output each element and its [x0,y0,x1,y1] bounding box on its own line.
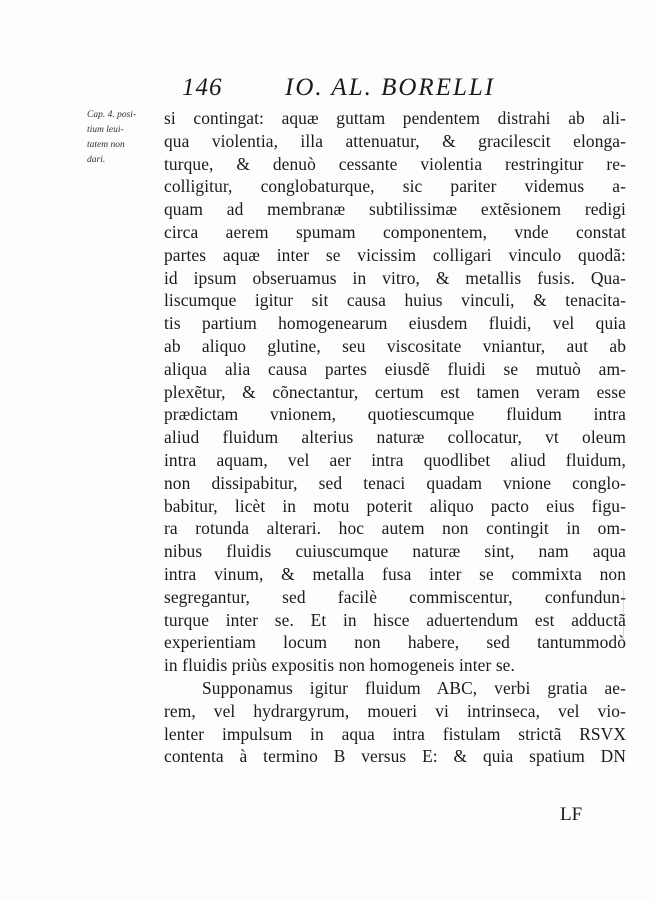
margin-note-line: tatem non [87,140,125,150]
text-line: non dissipabitur, sed tenaci quadam vnione conglo- [164,472,626,493]
text-line: segregantur, sed facilè commiscentur, confundun- [164,586,626,607]
running-head: IO. AL. BORELLI [285,74,496,101]
text-line: colligitur, conglobaturque, sic pariter videmus a- [164,176,626,197]
text-line: intra vinum, & metalla fusa inter se commixta non [164,563,626,584]
text-line: si contingat: aquæ guttam pendentem distrahi ab ali- [164,108,626,128]
text-line: partes aquæ inter se vicissim colligari vinculo quodã: [164,244,626,265]
text-line: aliqua alia causa partes eiusdẽ fluidi se mutuò am- [164,358,626,379]
text-line: circa aerem spumam componentem, vnde constat [164,221,626,242]
text-line: liscumque igitur sit causa huius vinculi, & tenacita- [164,290,626,311]
text-line: prædictam vnionem, quotiescumque fluidum intra [164,404,626,425]
margin-note-line: tium leui- [87,125,124,135]
page-header [170,74,610,108]
text-line: ra rotunda alterari. hoc autem non contingit in om- [164,518,626,539]
text-line: intra aquam, vel aer intra quodlibet aliud fluidum, [164,449,626,470]
text-line: id ipsum obseruamus in vitro, & metallis fusis. Qua- [164,267,626,288]
text-line: Supponamus igitur fluidum ABC, verbi gratia ae- [202,677,626,698]
text-line: babitur, licèt in motu poterit aliquo pacto eius figu- [164,495,626,516]
text-line: quam ad membranæ subtilissimæ extẽsionem redigi [164,199,626,220]
text-line: rem, vel hydrargyrum, moueri vi intrinseca, vel vio- [164,700,626,721]
text-line: turque inter se. Et in hisce aduertendum est adductã [164,609,626,630]
text-line: ab aliquo glutine, seu viscositate vniantur, aut ab [164,335,626,356]
text-line: contenta à termino B versus E: & quia spatium DN [164,746,626,767]
text-line: tis partium homogenearum eiusdem fluidi, vel quia [164,313,626,334]
text-line: qua violentia, illa attenuatur, & gracilescit elonga- [164,130,626,151]
text-line: nibus fluidis cuiuscumque naturæ sint, nam aqua [164,541,626,562]
margin-note-line: dari. [87,155,106,165]
text-line: experientiam locum non habere, sed tantummodò [164,632,626,653]
catchword: LF [560,804,583,825]
body-text [164,107,626,768]
text-line: lenter impulsum in aqua intra fistulam strictã RSVX [164,723,626,744]
text-line: plexẽtur, & cõnectantur, certum est tamen veram esse [164,381,626,402]
text-line: aliud fluidum alterius naturæ collocatur, vt oleum [164,427,626,448]
page-number: 146 [182,74,223,101]
text-line: turque, & denuò cessante violentia restringitur re- [164,153,626,174]
margin-note [87,108,157,168]
text-line: in fluidis priùs expositis non homogeneis inter se. [164,655,515,676]
margin-note-line: Cap. 4. posi- [87,110,137,120]
